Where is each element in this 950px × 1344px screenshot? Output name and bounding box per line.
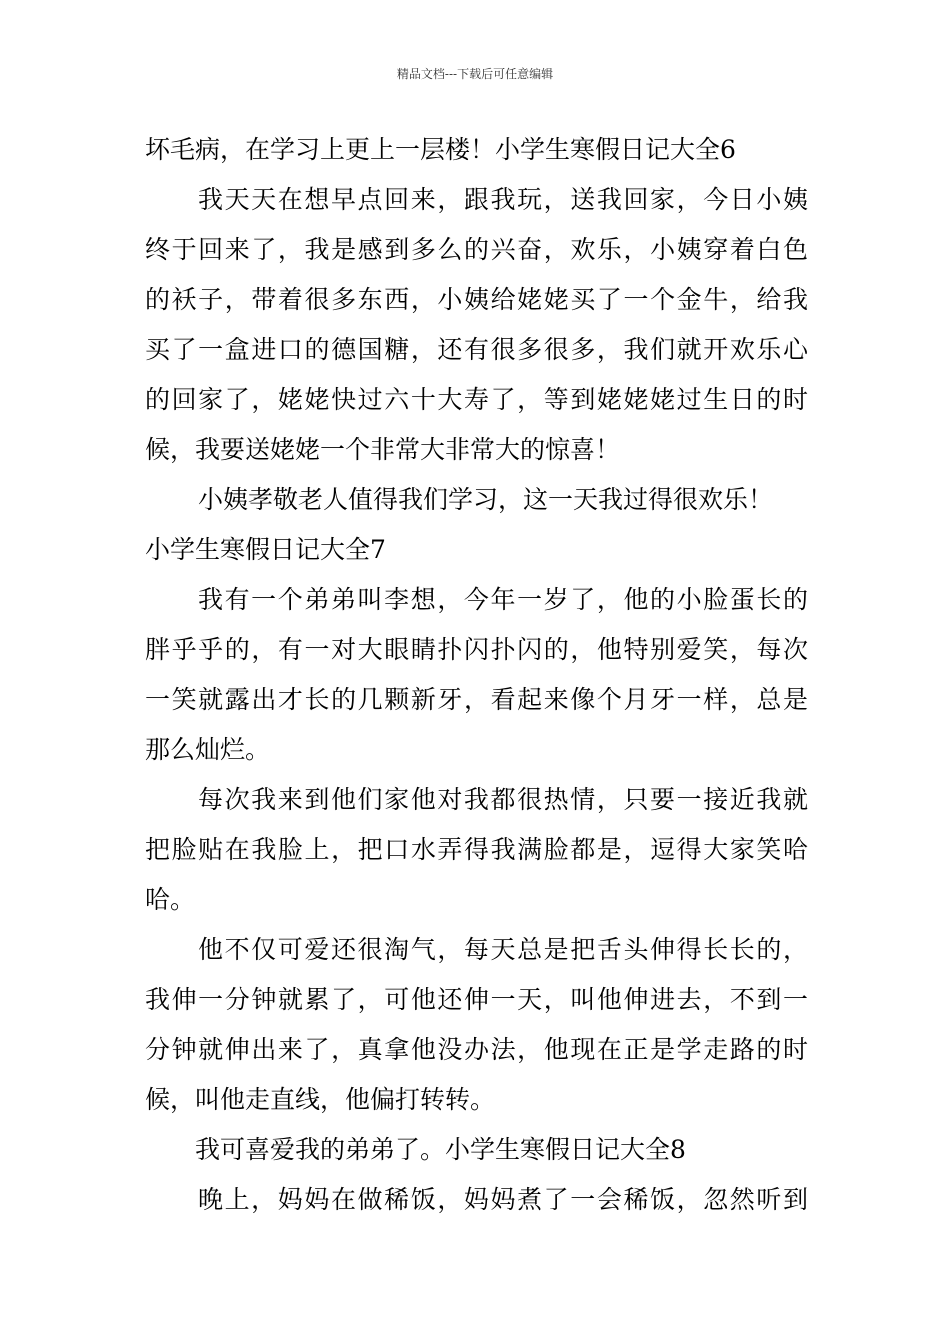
- body-line-17: 他不仅可爱还很淘气，每天总是把舌头伸得长长的，: [198, 935, 808, 964]
- body-line-3: 终于回来了，我是感到多么的兴奋，欢乐，小姨穿着白色: [145, 235, 808, 264]
- body-line-14: 每次我来到他们家他对我都很热情，只要一接近我就: [198, 785, 808, 814]
- body-line-18: 我伸一分钟就累了，可他还伸一天，叫他伸进去，不到一: [145, 985, 808, 1014]
- body-line-2: 我天天在想早点回来，跟我玩，送我回家，今日小姨: [198, 185, 808, 214]
- body-line-1: 坏毛病，在学习上更上一层楼！小学生寒假日记大全6: [145, 135, 736, 164]
- body-line-10: 我有一个弟弟叫李想，今年一岁了，他的小脸蛋长的: [198, 585, 808, 614]
- page-header: 精品文档---下载后可任意编辑: [396, 67, 554, 81]
- body-line-4: 的袄子，带着很多东西，小姨给姥姥买了一个金牛，给我: [145, 285, 808, 314]
- body-line-6: 的回家了，姥姥快过六十大寿了，等到姥姥姥过生日的时: [145, 385, 808, 414]
- body-line-9: 小学生寒假日记大全7: [145, 535, 386, 564]
- body-line-11: 胖乎乎的，有一对大眼睛扑闪扑闪的，他特别爱笑，每次: [145, 635, 808, 664]
- body-line-16: 哈。: [145, 885, 196, 914]
- body-line-19: 分钟就伸出来了，真拿他没办法，他现在正是学走路的时: [145, 1035, 808, 1064]
- body-line-22: 晚上，妈妈在做稀饭，妈妈煮了一会稀饭，忽然听到: [198, 1185, 808, 1214]
- body-line-12: 一笑就露出才长的几颗新牙，看起来像个月牙一样，总是: [145, 685, 808, 714]
- body-line-20: 候，叫他走直线，他偏打转转。: [145, 1085, 496, 1114]
- body-line-7: 候，我要送姥姥一个非常大非常大的惊喜！: [145, 435, 621, 464]
- body-line-8: 小姨孝敬老人值得我们学习，这一天我过得很欢乐！: [198, 485, 774, 514]
- body-line-21: 我可喜爱我的弟弟了。小学生寒假日记大全8: [195, 1135, 686, 1164]
- body-line-13: 那么灿烂。: [145, 735, 271, 764]
- body-line-15: 把脸贴在我脸上，把口水弄得我满脸都是，逗得大家笑哈: [145, 835, 808, 864]
- body-line-5: 买了一盒进口的德国糖，还有很多很多，我们就开欢乐心: [145, 335, 808, 364]
